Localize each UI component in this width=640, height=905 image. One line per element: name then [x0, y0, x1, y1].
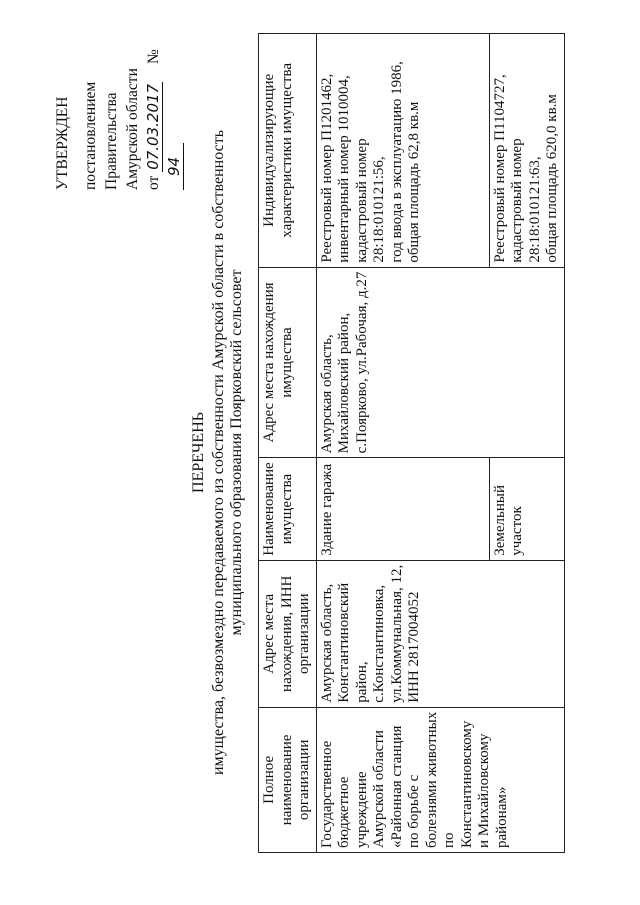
- approval-date-line: [143, 0, 185, 190]
- header-property-details: Индивидуализирующие характеристики имущества: [259, 34, 317, 268]
- approval-stamp: [52, 0, 185, 190]
- header-org-address: Адрес места нахождения, ИНН организации: [259, 560, 317, 707]
- handwritten-date: 07.03.2017: [144, 83, 162, 170]
- header-property-name: Наименование имущества: [259, 458, 317, 560]
- property-details-cell: Реестровый номер П1104727, кадастровый номер 28:18:010121:63, общая площадь 620,0 кв.м: [489, 34, 564, 268]
- list-title: ПЕРЕЧЕНЬ: [190, 412, 207, 493]
- date-prefix: от: [145, 175, 162, 190]
- handwritten-number: 94: [165, 143, 184, 190]
- property-name-cell: Земельный участок: [489, 458, 564, 560]
- property-address-cell: Амурская область, Михайловский район, с.Поярково, ул.Рабочая, д.27: [316, 267, 564, 458]
- header-org-name: Полное наименование организации: [259, 707, 317, 852]
- header-property-address: Адрес места нахождения имущества: [259, 267, 317, 458]
- approval-title: УТВЕРЖДЕН: [54, 96, 71, 190]
- table-header-row: [259, 34, 317, 853]
- approval-line-2: Амурской области: [124, 68, 141, 190]
- org-name-cell: Государственное бюджетное учреждение Амурской области «Районная станция по борьбе с болезнями животных по Константиновскому и Михайловскому районам»: [316, 707, 564, 852]
- property-details-cell: Реестровый номер П1201462, инвентарный номер 1010004, кадастровый номер 28:18:010121:56, год ввода в эксплуатацию 1986, общая площадь 62,8 кв.м: [316, 34, 489, 268]
- approval-line-1: постановлением Правительства: [82, 81, 120, 190]
- table-row: [316, 34, 489, 853]
- org-address-cell: Амурская область, Константиновский район, с.Константиновка, ул.Коммунальная, 12, ИНН 2817004052: [316, 560, 564, 707]
- property-table: [258, 33, 565, 853]
- property-name-cell: Здание гаража: [316, 458, 489, 560]
- list-subtitle-1: имущества, безвозмездно передаваемого из собственности Амурской области в собственность: [210, 129, 227, 776]
- list-subtitle-2: муниципального образования Поярковский сельсовет: [228, 269, 245, 636]
- number-prefix: №: [145, 49, 162, 65]
